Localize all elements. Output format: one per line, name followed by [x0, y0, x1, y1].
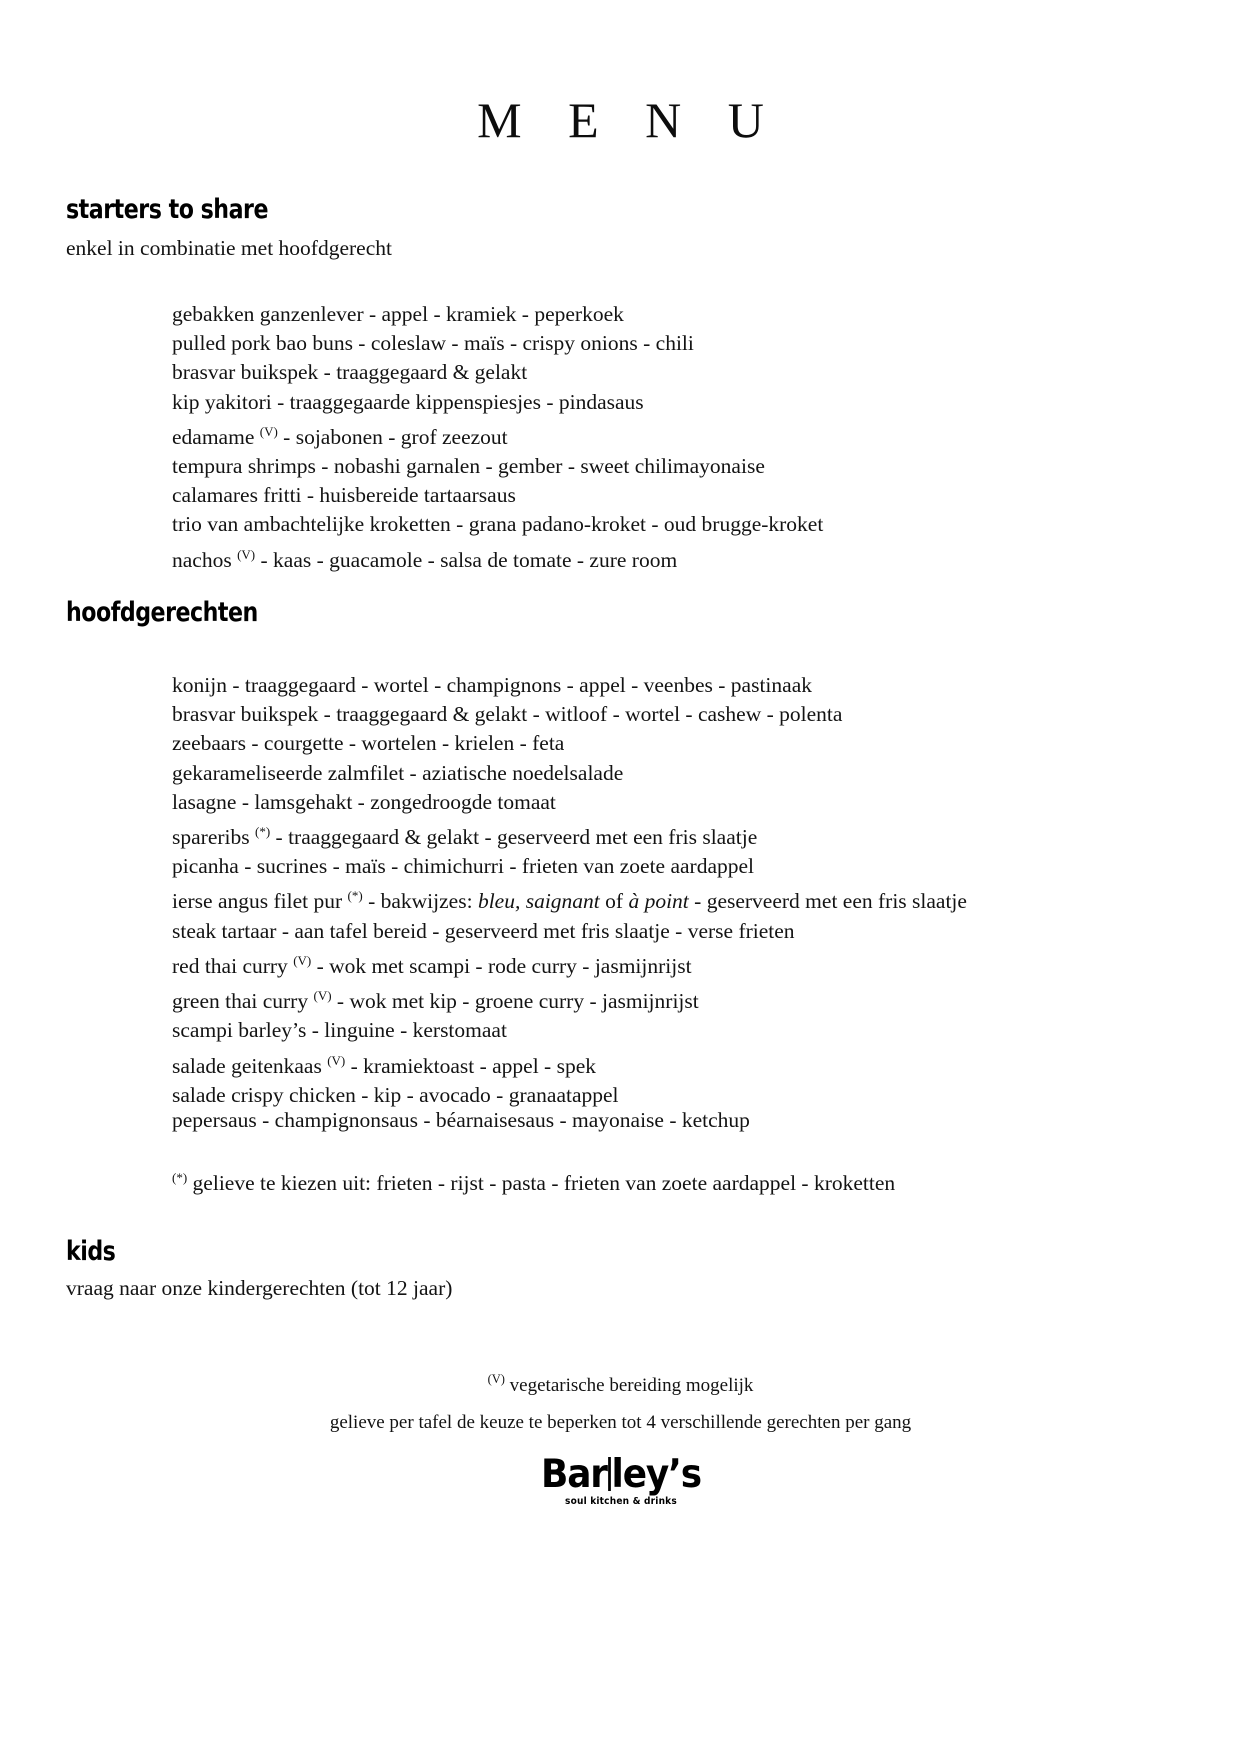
- vegetarian-marker: (V): [259, 423, 278, 439]
- item-text-italic: bleu, saignant: [477, 889, 600, 914]
- logo-wordmark: [540, 1452, 701, 1497]
- item-text: edamame: [172, 424, 260, 449]
- section-heading-kids: kids: [66, 1236, 116, 1267]
- item-text: salade geitenkaas: [172, 1053, 328, 1078]
- list-item: [172, 817, 967, 852]
- vegetarian-marker: (V): [327, 1052, 346, 1068]
- page-title: M E N U: [477, 92, 781, 148]
- list-item: kip yakitori - traaggegaarde kippenspiesjes - pindasaus: [172, 389, 644, 414]
- brand-logo: [0, 1452, 1241, 1507]
- item-text: - bakwijzes:: [362, 889, 478, 914]
- starters-list: [172, 300, 823, 575]
- sauce-note: pepersaus - champignonsaus - béarnaisesaus - mayonaise - ketchup: [172, 1108, 750, 1132]
- list-item: tempura shrimps - nobashi garnalen - gember - sweet chilimayonaise: [172, 454, 765, 479]
- item-text: green thai curry: [172, 989, 314, 1014]
- item-text: - traaggegaard & gelakt - geserveerd met een fris slaatje: [270, 825, 758, 850]
- list-item: zeebaars - courgette - wortelen - krielen - feta: [172, 731, 565, 756]
- choice-note-text: gelieve te kiezen uit: frieten - rijst - pasta - frieten van zoete aardappel - kroketten: [187, 1171, 896, 1196]
- vegetarian-marker: (V): [237, 546, 256, 562]
- list-item: gebakken ganzenlever - appel - kramiek - peperkoek: [172, 302, 624, 326]
- list-item: brasvar buikspek - traaggegaard & gelakt: [172, 360, 528, 385]
- item-text: - wok met scampi - rode curry - jasmijnrijst: [311, 953, 692, 978]
- logo-part-ley: ley: [611, 1452, 668, 1497]
- item-text: - wok met kip - groene curry - jasmijnrijst: [331, 989, 699, 1014]
- item-text: - sojabonen - grof zeezout: [277, 424, 508, 449]
- list-item: lasagne - lamsgehakt - zongedroogde tomaat: [172, 789, 556, 814]
- list-item: gekarameliseerde zalmfilet - aziatische noedelsalade: [172, 760, 624, 785]
- item-text: of: [599, 889, 629, 914]
- list-item: scampi barley’s - linguine - kerstomaat: [172, 1018, 507, 1043]
- choice-note: [172, 1163, 895, 1198]
- vegetarian-marker: (V): [293, 952, 312, 968]
- item-text: - kramiektoast - appel - spek: [345, 1053, 596, 1078]
- vegetarian-marker: (V): [313, 988, 332, 1004]
- logo-tagline: soul kitchen & drinks: [564, 1496, 677, 1507]
- list-item: [172, 981, 967, 1016]
- choice-marker: (*): [172, 1170, 188, 1185]
- item-text-italic: à point: [628, 889, 689, 914]
- list-item: calamares fritti - huisbereide tartaarsaus: [172, 483, 516, 508]
- list-item: [172, 881, 967, 916]
- logo-inner: [534, 1452, 708, 1507]
- choice-marker: (*): [347, 888, 363, 904]
- list-item: steak tartaar - aan tafel bereid - geserveerd met fris slaatje - verse frieten: [172, 918, 795, 943]
- item-text: nachos: [172, 547, 238, 572]
- list-item: brasvar buikspek - traaggegaard & gelakt - witloof - wortel - cashew - polenta: [172, 702, 843, 727]
- item-text: red thai curry: [172, 953, 294, 978]
- footnote-rule: gelieve per tafel de keuze te beperken tot 4 verschillende gerechten per gang: [329, 1412, 912, 1433]
- list-item: pulled pork bao buns - coleslaw - maïs - crispy onions - chili: [172, 331, 694, 356]
- item-text: - kaas - guacamole - salsa de tomate - zure room: [255, 547, 678, 572]
- section-subtitle-starters: enkel in combinatie met hoofdgerecht: [66, 236, 392, 260]
- vegetarian-marker: (V): [487, 1372, 505, 1386]
- list-item: picanha - sucrines - maïs - chimichurri - frieten van zoete aardappel: [172, 854, 755, 879]
- list-item: [172, 417, 823, 452]
- logo-part-s: ’s: [667, 1452, 701, 1497]
- hoofdgerechten-list: [172, 671, 967, 1110]
- section-heading-starters: starters to share: [66, 194, 268, 225]
- item-text: ierse angus filet pur: [172, 889, 348, 914]
- list-item: konijn - traaggegaard - wortel - champignons - appel - veenbes - pastinaak: [172, 673, 812, 697]
- list-item: [172, 540, 823, 575]
- list-item: [172, 1046, 967, 1081]
- footnote-text: vegetarische bereiding mogelijk: [504, 1374, 754, 1396]
- section-subtitle-kids: vraag naar onze kindergerechten (tot 12 jaar): [66, 1276, 453, 1300]
- footnote-vegetarian: [0, 1372, 1241, 1397]
- list-item: trio van ambachtelijke kroketten - grana padano-kroket - oud brugge-kroket: [172, 512, 824, 537]
- logo-slash-icon: [607, 1457, 610, 1491]
- list-item: salade crispy chicken - kip - avocado - granaatappel: [172, 1082, 619, 1107]
- logo-part-bar: Bar: [540, 1452, 607, 1497]
- list-item: [172, 946, 967, 981]
- item-text: spareribs: [172, 825, 255, 850]
- choice-marker: (*): [255, 824, 271, 840]
- item-text: - geserveerd met een fris slaatje: [688, 889, 967, 914]
- section-heading-hoofdgerechten: hoofdgerechten: [66, 597, 258, 628]
